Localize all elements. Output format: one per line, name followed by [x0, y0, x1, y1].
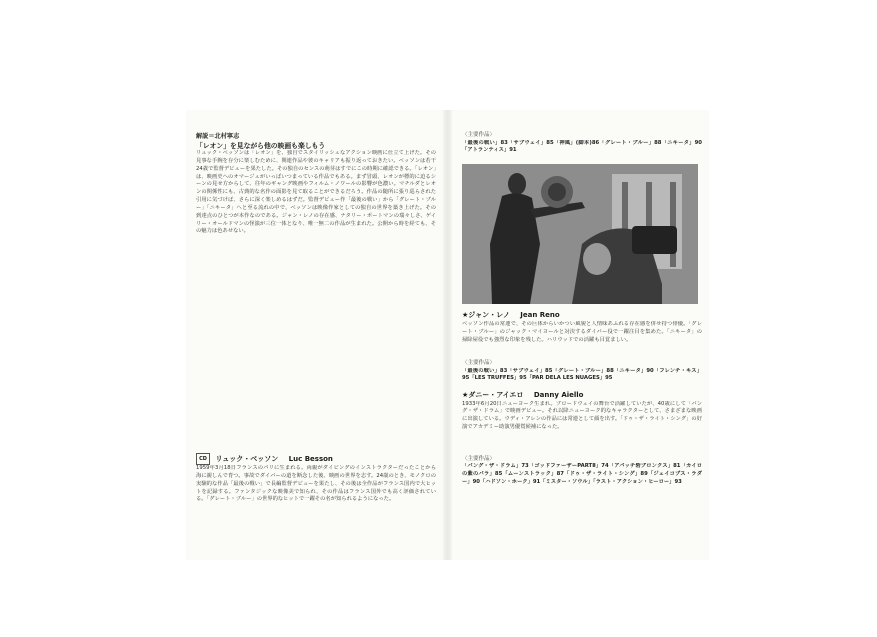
- reno-works-heading: 〈主要作品〉: [462, 360, 496, 366]
- film-still-photo: [462, 164, 698, 304]
- danny-name-ja: ★ダニー・アイエロ: [462, 390, 524, 399]
- danny-body: 1933年6月20日ニューヨーク生まれ。ブロードウェイの舞台で活躍していたが、40歳にして「バング・ザ・ドラム」で映画デビュー。それ以降ニューヨーク的なキャラクターとして、さまざまな映画に出演している。ウディ・アレンの作品には常連として顔を出す。「ドゥ・ザ・ライト・シング」の好演でアカデミー助演男優賞候補になった。: [462, 400, 702, 431]
- danny-works-heading: 〈主要作品〉: [462, 455, 496, 462]
- danny-works-list: 「バング・ザ・ドラム」73「ゴッドファーザーPARTⅡ」74「アパッチ砦ブロンクス」81「カイロの紫のバラ」85「ムーンストラック」87「ドゥ・ザ・ライト・シング」89「ジェイコブス・ラダー」90「ハドソン・ホーク」91「ミスター・ソウル」「ラスト・アクション・ヒーロー」93: [462, 463, 702, 485]
- besson-name-en: Luc Besson: [288, 455, 333, 463]
- works-list: 「最後の戦い」83「サブウェイ」85「神風」(脚本)86「グレート・ブルー」88「ニキータ」90「アトランティス」91: [462, 139, 702, 154]
- reno-body: ベッソン作品の常連で、その巨体からいかつい風貌と人情味あふれる存在感を併せ持つ俳優。「グレート・ブルー」のジャック・マイヨールと対決するダイバー役で一躍注目を集めた。「ニキータ」の掃除屋役でも強烈な印象を残した。ハリウッドでの活躍も目覚ましい。: [462, 321, 702, 343]
- reno-name-row: [462, 310, 702, 321]
- article-body: リュック・ベッソンは「レオン」を、独自でスタイリッシュなアクション映画に仕立て上げた。その見事な手腕を存分に楽しむために、関連作品や彼のキャリアも振り返っておきたい。ベッソンは若干24歳で監督デビューを果たした。その独自のセンスの萌芽はすでにこの時期に確認できる。「レオン」は、映画史へのオマージュがいっぱいつまっている作品でもある。まず冒頭、レオンが標的に迫るシーンの見せ方からして、往年のギャング映画やフィルム・ノワールの影響が色濃い。マチルダとレオンの関係性にも、古典的な名作の面影を見て取ることができるだろう。作品の随所に張り巡らされた引用に気づけば、さらに深く楽しめるはずだ。監督デビュー作「最後の戦い」から「グレート・ブルー」「ニキータ」へと至る流れの中で、ベッソンは映像作家としての独自の世界を築き上げた。その到達点のひとつが本作なのである。ジャン・レノの存在感、ナタリー・ポートマンの瑞々しさ、ゲイリー・オールドマンの怪演が三位一体となり、唯一無二の作品が生まれた。公開から時を経ても、その魅力は色あせない。: [196, 150, 436, 235]
- cd-logo-icon: CD: [196, 453, 210, 465]
- film-still-illustration: [462, 164, 698, 304]
- commentary-byline: 解説＝北村寧志: [196, 133, 240, 140]
- reno-name-en: Jean Reno: [520, 311, 560, 319]
- reno-name-ja: ★ジャン・レノ: [462, 311, 510, 319]
- besson-name-row: [196, 453, 436, 465]
- besson-name-ja: リュック・ベッソン: [215, 455, 279, 463]
- danny-name-row: [462, 390, 702, 401]
- danny-name-en: Danny Aiello: [533, 390, 584, 399]
- article-title: 「レオン」を見ながら他の映画も楽しもう: [196, 141, 326, 150]
- besson-body: 1959年3月18日フランスのパリに生まれる。両親がダイビングのインストラクターだったことから海に親しんで育つ。事故でダイバーの道を断念した後、映画の世界を志す。24歳のとき、モノクロの実験的な作品「最後の戦い」で長編監督デビューを果たし、その後は全作品がフランス国内で大ヒットを記録する。ファンタジックな映像美で知られ、その作品はフランス国外でも高く評価されている。「グレート・ブルー」の世界的なヒットで一躍その名が知られるようになった。: [196, 465, 436, 503]
- cast-section: [462, 310, 702, 495]
- works-heading: 〈主要作品〉: [462, 132, 496, 138]
- left-page: [186, 110, 443, 560]
- works-header-block: [462, 132, 702, 156]
- reno-works-list: 「最後の戦い」83「サブウェイ」85「グレート・ブルー」88「ニキータ」90「フレンチ・キス」95「LES TRUFFES」95「PAR DELA LES NUAGES」95: [462, 367, 702, 382]
- book-gutter: [443, 110, 452, 560]
- left-column: [196, 133, 436, 549]
- right-page: [452, 110, 709, 560]
